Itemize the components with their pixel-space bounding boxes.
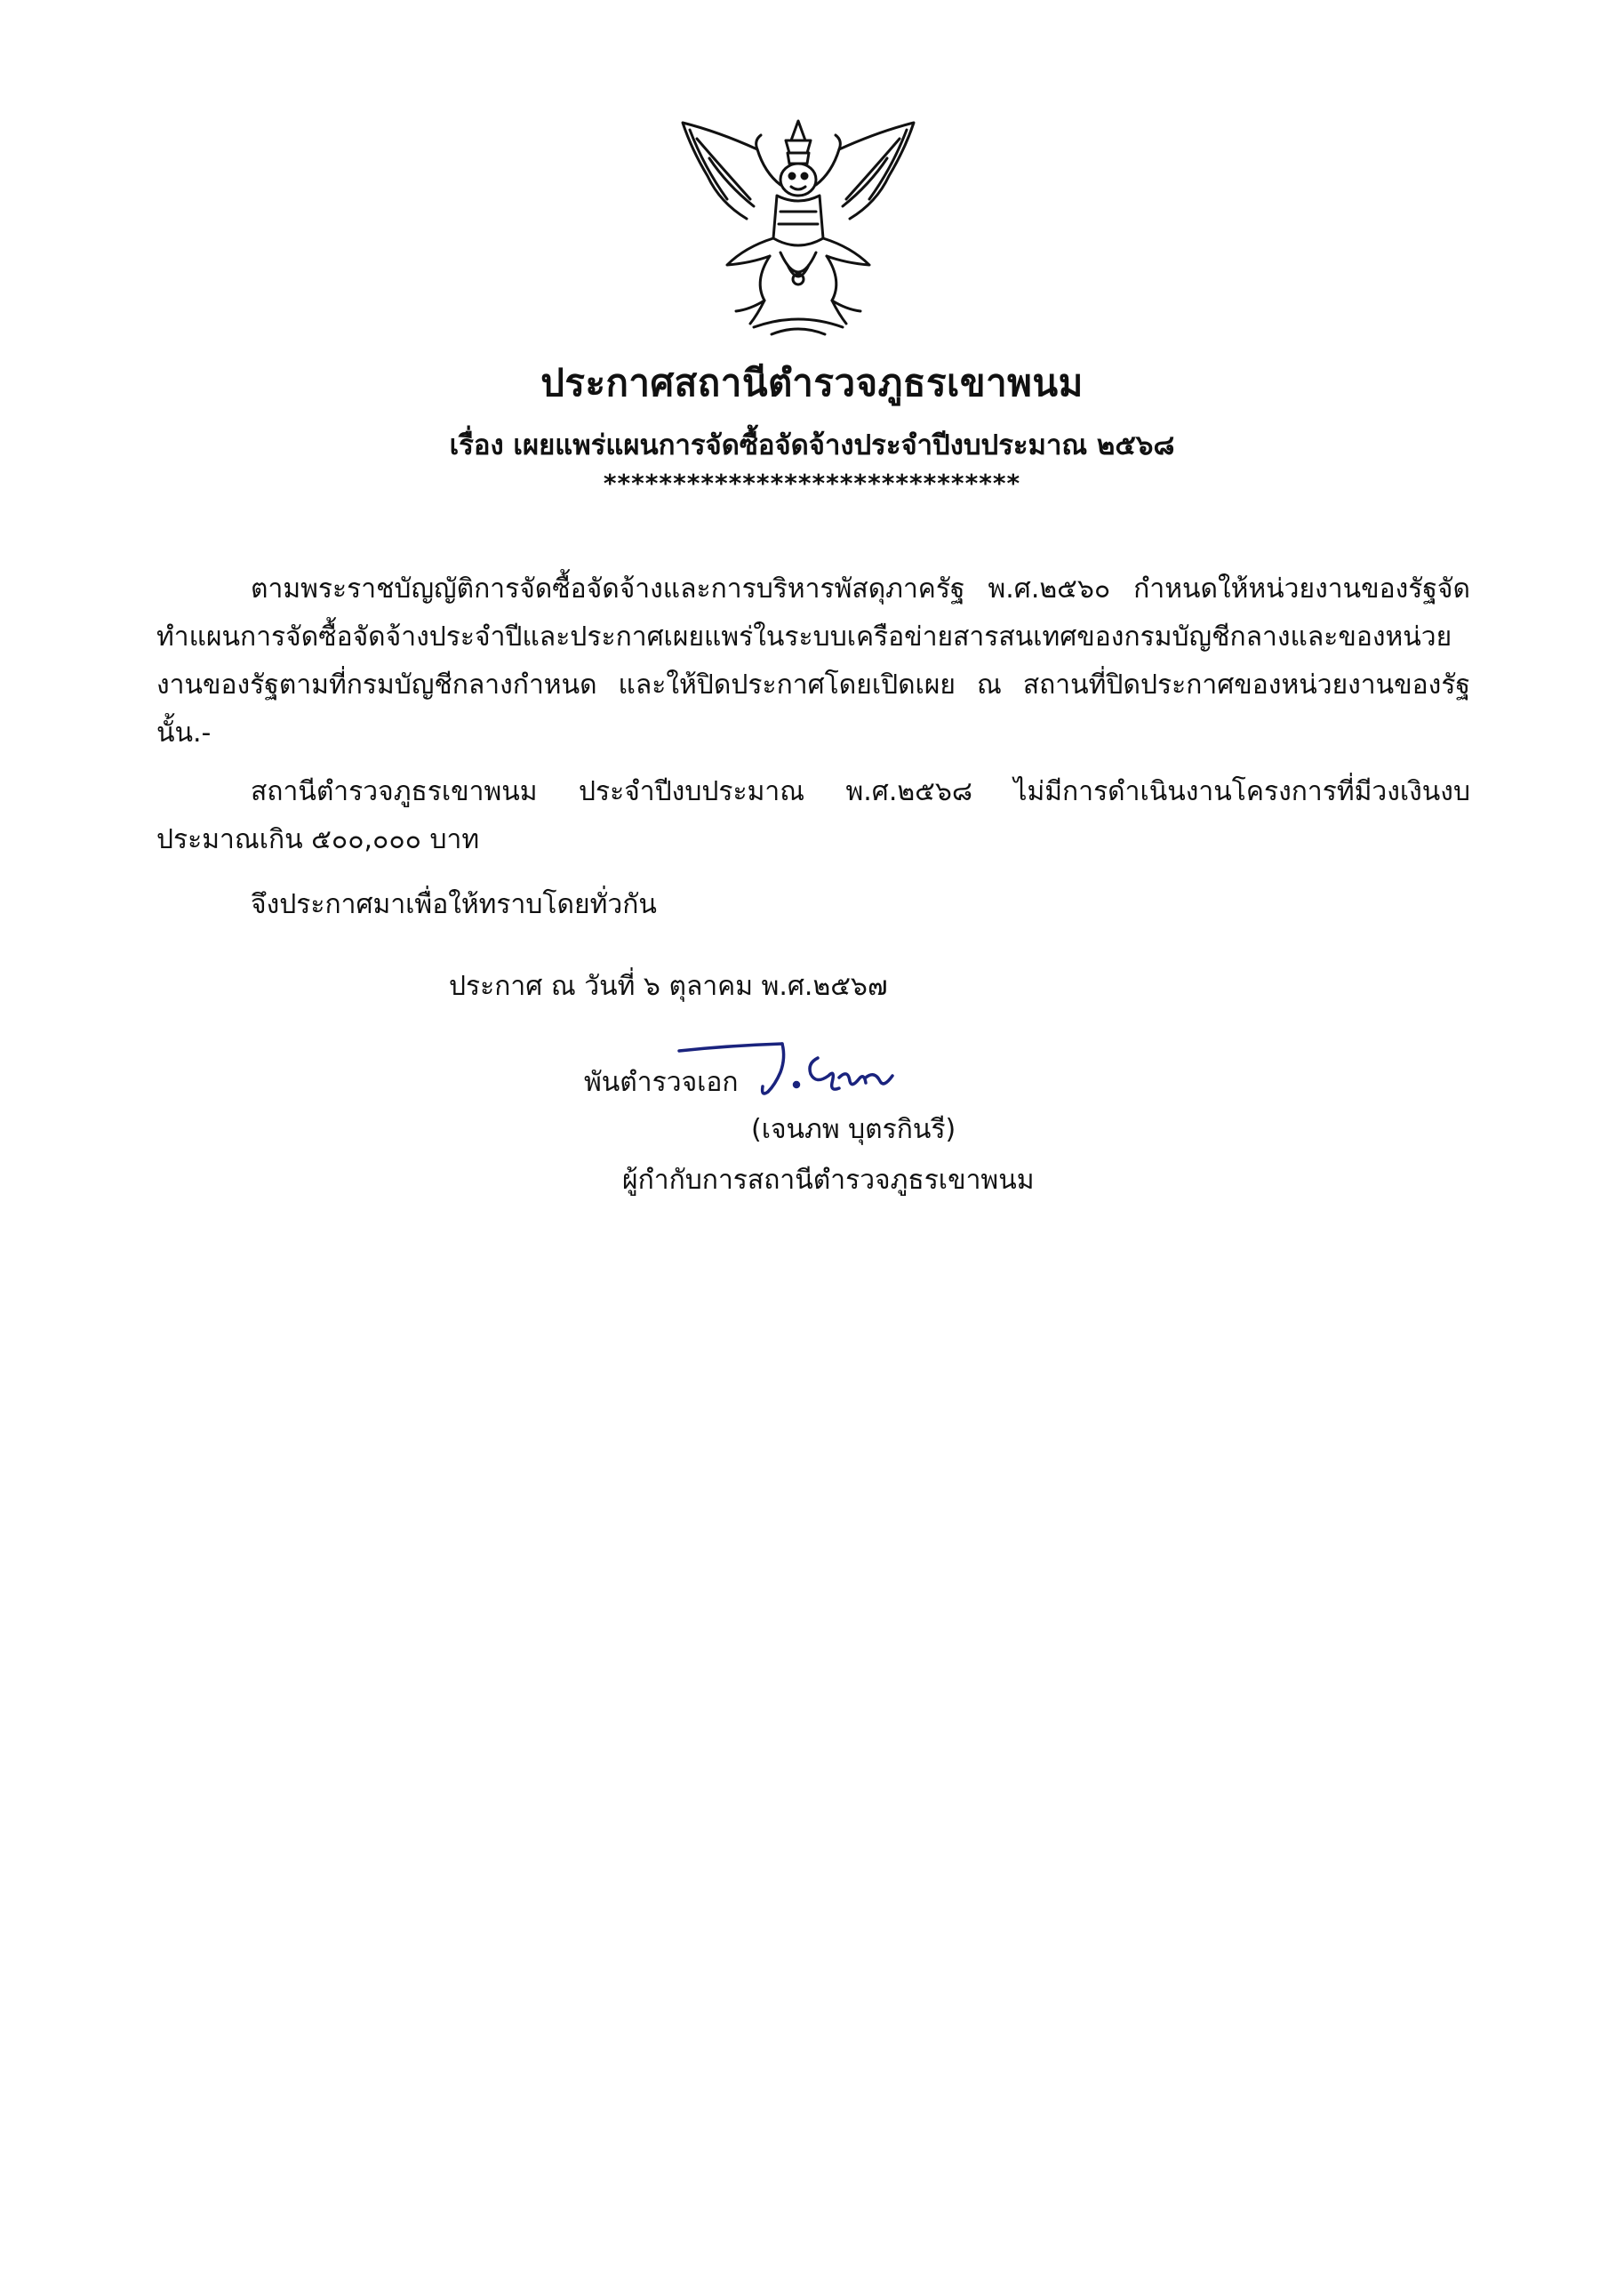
announcement-date: ประกาศ ณ วันที่ ๖ ตุลาคม พ.ศ.๒๕๖๗	[449, 971, 888, 1002]
closing-statement: จึงประกาศมาเพื่อให้ทราบโดยทั่วกัน	[251, 889, 657, 920]
signer-name: (เจนภพ บุตรกินรี)	[751, 1114, 956, 1145]
paragraph-budget-statement: สถานีตำรวจภูธรเขาพนม ประจำปีงบประมาณ พ.ศ.๒๕๖๘ ไม่มีการดำเนินงานโครงการที่มีวงเงินงบประมาณเกิน ๕๐๐,๐๐๐ บาท	[156, 776, 1470, 855]
paragraph-legal-basis: ตามพระราชบัญญัติการจัดซื้อจัดจ้างและการบริหารพัสดุภาครัฐ พ.ศ.๒๕๖๐ กำหนดให้หน่วยงานของรัฐจัดทำแผนการจัดซื้อจัดจ้างประจำปีและประกาศเผยแพร่ในระบบเครือข่ายสารสนเทศของกรมบัญชีกลางและของหน่วยงานของรัฐตามที่กรมบัญชีกลางกำหนด และให้ปิดประกาศโดยเปิดเผย ณ สถานที่ปิดประกาศของหน่วยงานของรัฐ นั้น.-	[156, 573, 1470, 749]
signer-title: ผู้กำกับการสถานีตำรวจภูธรเขาพนม	[622, 1165, 1035, 1196]
separator: ******************************	[603, 469, 1021, 498]
announcement-title: ประกาศสถานีตำรวจภูธรเขาพนม	[540, 361, 1084, 405]
signer-rank: พันตำรวจเอก	[584, 1067, 739, 1098]
handwritten-signature	[676, 1033, 933, 1104]
announcement-subject: เรื่อง เผยแพร่แผนการจัดซื้อจัดจ้างประจำปีงบประมาณ ๒๕๖๘	[449, 429, 1175, 461]
garuda-emblem-icon	[665, 114, 932, 347]
